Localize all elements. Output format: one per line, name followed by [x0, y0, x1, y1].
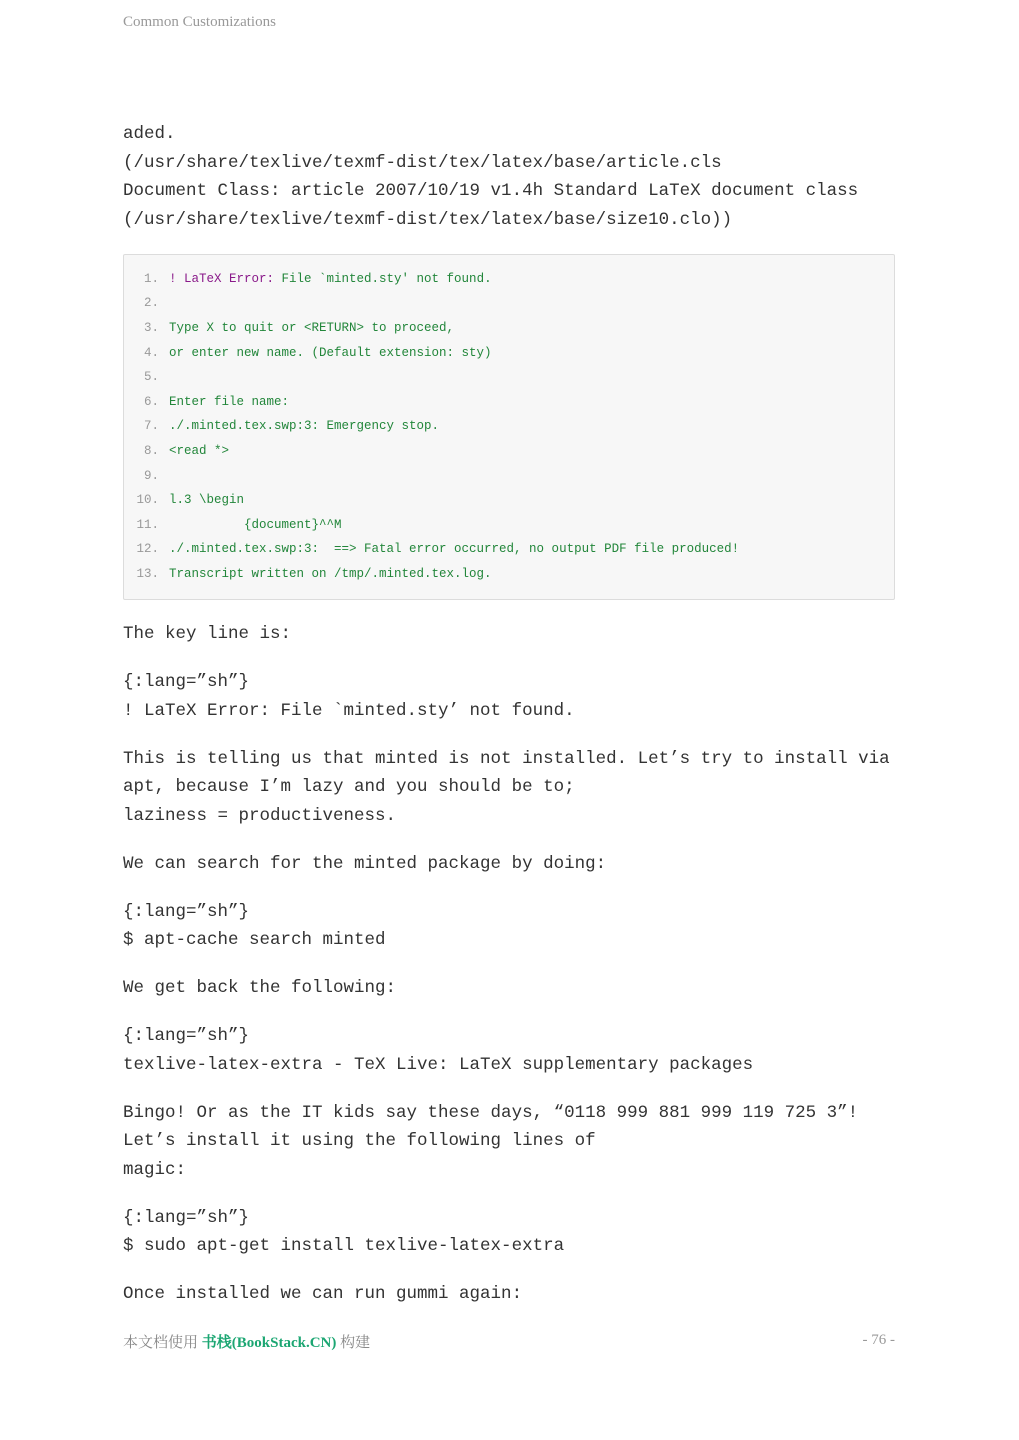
code-content: <read *>: [169, 443, 230, 458]
code-content: Type X to quit or <RETURN> to proceed,: [169, 320, 455, 335]
code-line: [124, 267, 894, 292]
code-line: [124, 291, 894, 316]
code-line: [124, 340, 894, 365]
paragraph: [123, 1204, 895, 1261]
code-line: [124, 414, 894, 439]
footer-brand-link[interactable]: 书栈(BookStack.CN): [201, 1335, 337, 1351]
paragraph-line: {:lang=”sh”}: [123, 1026, 250, 1047]
paragraph-line: This is telling us that minted is not installed. Let’s try to install via: [123, 748, 890, 769]
error-prefix: ! LaTeX Error:: [169, 271, 282, 286]
code-line: [124, 463, 894, 488]
line-number: 6.: [143, 394, 159, 409]
line-number: 12.: [136, 542, 159, 557]
paragraph-line: We can search for the minted package by doing:: [123, 853, 607, 874]
paragraph-line: We get back the following:: [123, 978, 397, 999]
line-number: 9.: [143, 468, 159, 483]
build-log-line: (/usr/share/texlive/texmf-dist/tex/latex/base/size10.clo)): [123, 209, 733, 230]
code-text: [169, 321, 454, 335]
code-content: ./.minted.tex.swp:3: Emergency stop.: [169, 419, 440, 434]
code-text: [169, 518, 342, 532]
paragraph-line: texlive-latex-extra - TeX Live: LaTeX supplementary packages: [123, 1054, 754, 1075]
build-log-text: [123, 120, 895, 234]
footer-prefix: 本文档使用: [123, 1335, 202, 1351]
line-number: 2.: [143, 296, 159, 311]
paragraph-line: Let’s install it using the following lines of: [123, 1131, 596, 1152]
code-line: [124, 439, 894, 464]
paragraph: [123, 974, 895, 1003]
page-number: - 76 -: [862, 1332, 895, 1348]
running-header: Common Customizations: [123, 14, 276, 30]
code-block: [123, 254, 895, 601]
paragraph: [123, 1099, 895, 1185]
code-text: [169, 493, 244, 507]
paragraph-line: Bingo! Or as the IT kids say these days, “0118 999 881 999 119 725 3”!: [123, 1102, 859, 1123]
paragraph: [123, 850, 895, 879]
footer-suffix: 构建: [336, 1335, 371, 1351]
paragraph: [123, 745, 895, 831]
line-number: 13.: [136, 566, 159, 581]
build-log-line: (/usr/share/texlive/texmf-dist/tex/latex/base/article.cls: [123, 152, 722, 173]
paragraph: [123, 620, 895, 649]
code-content: l.3 \begin: [169, 493, 245, 508]
code-line: [124, 488, 894, 513]
code-content: Enter file name:: [169, 394, 290, 409]
code-text: [169, 419, 439, 433]
code-text: [169, 542, 739, 556]
paragraph-line: {:lang=”sh”}: [123, 901, 250, 922]
paragraph: [123, 668, 895, 725]
paragraph: [123, 1022, 895, 1079]
paragraph-line: Once installed we can run gummi again:: [123, 1284, 523, 1305]
page-content: [123, 120, 895, 1328]
code-content: or enter new name. (Default extension: sty): [169, 345, 492, 360]
code-content: {document}^^M: [169, 517, 342, 532]
paragraph-line: The key line is:: [123, 624, 292, 645]
code-line: [124, 512, 894, 537]
code-text: [169, 395, 289, 409]
paragraph-line: laziness = productiveness.: [123, 805, 397, 826]
line-number: 5.: [143, 370, 159, 385]
code-content: ./.minted.tex.swp:3: ==> Fatal error occurred, no output PDF file produced!: [169, 542, 740, 557]
code-line: [124, 562, 894, 587]
paragraph-line: apt, because I’m lazy and you should be to;: [123, 777, 575, 798]
footer-credit: [123, 1331, 370, 1352]
line-number: 3.: [143, 320, 159, 335]
paragraph-line: $ apt-cache search minted: [123, 930, 386, 951]
line-number: 1.: [143, 271, 159, 286]
build-log-line: Document Class: article 2007/10/19 v1.4h Standard LaTeX document class: [123, 181, 859, 201]
build-log-line: aded.: [123, 124, 176, 144]
line-number: 11.: [136, 517, 159, 532]
code-text: [169, 444, 229, 458]
code-text: [169, 567, 492, 581]
paragraph-line: $ sudo apt-get install texlive-latex-extra: [123, 1236, 565, 1257]
line-number: 10.: [136, 493, 159, 508]
code-text: [169, 272, 492, 286]
code-line: [124, 316, 894, 341]
code-content: Transcript written on /tmp/.minted.tex.log.: [169, 566, 492, 581]
line-number: 8.: [143, 443, 159, 458]
line-number: 4.: [143, 345, 159, 360]
code-content: File `minted.sty' not found.: [281, 271, 492, 286]
code-text: [169, 346, 492, 360]
paragraph: [123, 898, 895, 955]
code-line: [124, 389, 894, 414]
line-number: 7.: [143, 419, 159, 434]
paragraph-line: {:lang=”sh”}: [123, 1207, 250, 1228]
code-line: [124, 537, 894, 562]
body-paragraphs: [123, 620, 895, 1309]
paragraph-line: magic:: [123, 1159, 187, 1180]
paragraph: [123, 1280, 895, 1309]
paragraph-line: ! LaTeX Error: File `minted.sty’ not found.: [123, 700, 575, 721]
code-line: [124, 365, 894, 390]
paragraph-line: {:lang=”sh”}: [123, 672, 250, 693]
